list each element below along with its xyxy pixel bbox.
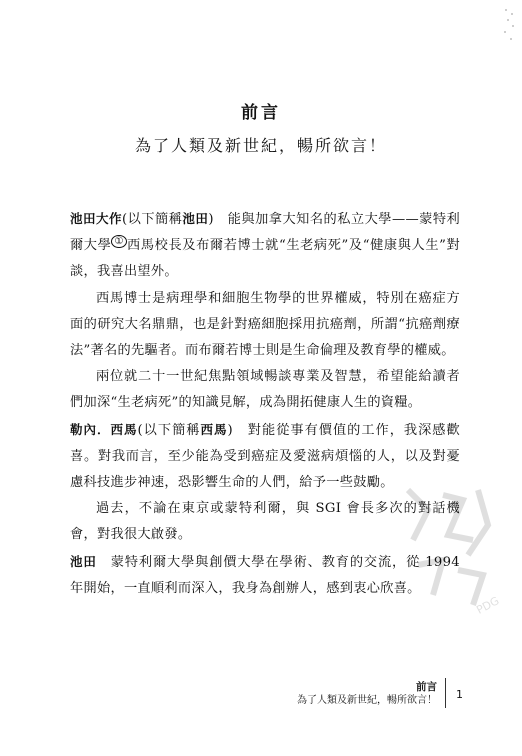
paragraph-5: 過去，不論在東京或蒙特利爾，與 SGI 會長多次的對話機會，對我很大啟發。 xyxy=(70,501,460,543)
speaker-name: 池田大作 xyxy=(70,211,122,226)
footer-section: 前言 xyxy=(416,681,437,693)
paragraph-text: 蒙特利爾大學與創價大學在學術、教育的交流，從 1994 年開始，一直順利而深入，我身為創辦人，感到衷心欣喜。 xyxy=(70,554,460,596)
paragraph-text: ) 能與加拿大知名的私立大學——蒙特利爾大學 xyxy=(70,212,460,254)
paragraph-text: (以下簡稱 xyxy=(137,422,201,438)
page-title: 前言 xyxy=(241,103,281,123)
page-subtitle: 為了人類及新世紀，暢所欲言！ xyxy=(134,136,387,155)
watermark-text: PDG xyxy=(474,594,502,617)
scan-marks-icon xyxy=(502,6,516,46)
speaker-short: 西馬 xyxy=(200,421,228,437)
running-footer xyxy=(297,681,437,707)
paragraph-3: 兩位就二十一世紀焦點領域暢談專業及智慧，希望能給讀者們加深“生老病死”的知識見解，成為開拓健康人生的資糧。 xyxy=(70,369,460,411)
speaker-short: 池田 xyxy=(182,211,209,226)
footer-divider xyxy=(445,678,446,708)
footnote-marker: ① xyxy=(111,235,127,248)
speaker-name: 池田 xyxy=(70,553,97,569)
footer-subtitle: 為了人類及新世紀，暢所欲言！ xyxy=(297,695,437,706)
speaker-name: 勒內．西馬 xyxy=(70,421,138,437)
paragraph-text: 西馬校長及布爾若博士就“生老病死”及“健康與人生”對談，我喜出望外。 xyxy=(70,238,461,280)
paragraph-text: (以下簡稱 xyxy=(122,212,183,227)
watermark-stamp xyxy=(388,470,508,620)
paragraph-2: 西馬博士是病理學和細胞生物學的世界權威，特別在癌症方面的研究大名鼎鼎，也是針對癌細胞採用抗癌劑，所謂“抗癌劑療法”著名的先驅者。而布爾若博士則是生命倫理及教育學的權威。 xyxy=(70,290,460,359)
paragraph-text: ) 對能從事有價值的工作，我深感歡喜。對我而言，至少能為受到癌症及愛滋病煩惱的人，以及對憂慮科技進步神速，恐影響生命的人們，給予一些鼓勵。 xyxy=(70,422,460,491)
paragraph-1 xyxy=(70,206,460,286)
page-number: 1 xyxy=(456,688,463,701)
